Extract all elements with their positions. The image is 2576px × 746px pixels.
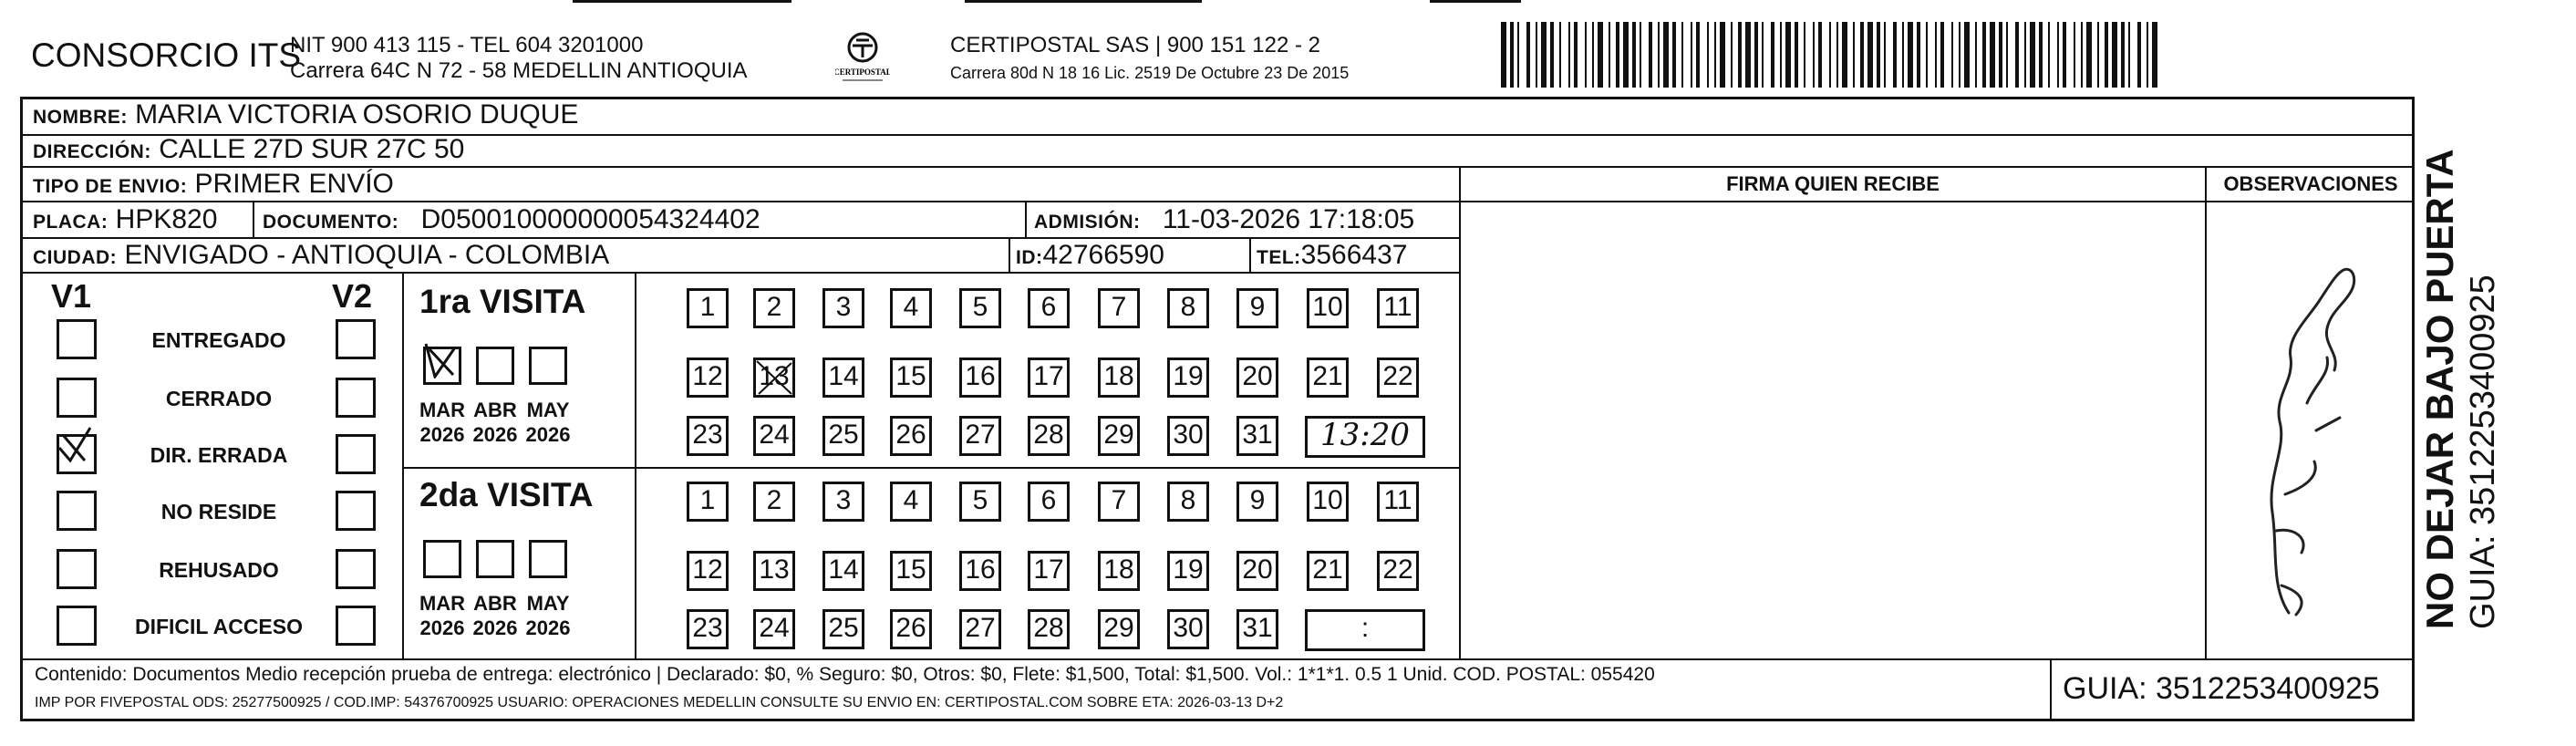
tipo-envio-label: TIPO DE ENVIO: — [33, 176, 188, 197]
day-box[interactable]: 3 — [822, 288, 864, 328]
v1-checkbox[interactable] — [57, 319, 97, 359]
status-label: CERRADO — [165, 387, 273, 410]
v1-label: V1 — [51, 277, 92, 315]
nombre-label: NOMBRE: — [33, 107, 128, 128]
month-checkbox[interactable] — [423, 540, 461, 578]
day-box[interactable]: 7 — [1098, 482, 1140, 522]
day-box[interactable]: 28 — [1028, 609, 1070, 649]
sender-nit: NIT 900 413 115 - TEL 604 3201000 — [290, 33, 644, 57]
day-box[interactable]: 3 — [822, 482, 864, 522]
month-label: MAY 2026 — [525, 399, 571, 446]
v2-checkbox[interactable] — [336, 549, 376, 589]
day-box[interactable]: 19 — [1167, 357, 1209, 398]
sender-address: Carrera 64C N 72 - 58 MEDELLIN ANTIOQUIA — [290, 58, 748, 83]
day-box[interactable]: 21 — [1307, 357, 1349, 398]
day-box[interactable]: 26 — [890, 416, 932, 456]
day-box[interactable]: 11 — [1377, 482, 1419, 522]
v1-checkbox[interactable] — [57, 434, 97, 474]
month-label: MAR 2026 — [419, 592, 466, 639]
day-box[interactable]: 22 — [1377, 357, 1419, 398]
ciudad-value: ENVIGADO - ANTIOQUIA - COLOMBIA — [124, 240, 610, 270]
certipostal-logo — [835, 29, 890, 86]
barcode — [1501, 22, 2157, 88]
brand-name: CONSORCIO ITS — [31, 36, 302, 74]
day-box[interactable]: 10 — [1307, 288, 1349, 328]
placa-value: HPK820 — [115, 204, 218, 234]
v1-checkbox[interactable] — [57, 491, 97, 531]
day-box[interactable]: 19 — [1167, 551, 1209, 591]
day-box[interactable]: 20 — [1236, 357, 1278, 398]
footer-print-info: IMP POR FIVEPOSTAL ODS: 25277500925 / COD.IMP: 54376700925 USUARIO: OPERACIONES MEDELLIN CONSULTE SU ENVIO EN: CERTIPOSTAL.COM SOBRE ETA: 2026-03-13 D+2 — [35, 695, 1284, 710]
observaciones-header: OBSERVACIONES — [2223, 172, 2398, 195]
footer-contents: Contenido: Documentos Medio recepción prueba de entrega: electrónico | Declarado: $0, % Seguro: $0, Otros: $0, Flete: $1,500, Total: $1,500. Vol.: 1*1*1. 0.5 1 Unid. COD. POSTAL: 055420 — [35, 664, 1655, 685]
recipient-signature — [2207, 202, 2413, 657]
tipo-envio-field — [33, 168, 394, 203]
month-label: MAY 2026 — [525, 592, 571, 639]
visit2-title: 2da VISITA — [419, 476, 594, 513]
direccion-label: DIRECCIÓN: — [33, 141, 151, 162]
day-box[interactable]: 29 — [1098, 416, 1140, 456]
day-box[interactable]: 6 — [1028, 288, 1070, 328]
placa-field — [33, 203, 217, 239]
v2-checkbox[interactable] — [336, 319, 376, 359]
day-box[interactable]: 4 — [890, 288, 932, 328]
placa-label: PLACA: — [33, 212, 109, 233]
direccion-value: CALLE 27D SUR 27C 50 — [159, 134, 465, 164]
day-box[interactable]: 1 — [687, 482, 729, 522]
status-label: NO RESIDE — [160, 500, 277, 523]
day-box[interactable]: 16 — [959, 551, 1001, 591]
top-rule — [1430, 0, 1521, 3]
day-box[interactable]: 28 — [1028, 416, 1070, 456]
id-value: 42766590 — [1042, 240, 1164, 270]
day-box[interactable]: 8 — [1167, 482, 1209, 522]
month-checkbox[interactable] — [529, 347, 567, 385]
v2-checkbox[interactable] — [336, 606, 376, 646]
day-box[interactable]: 12 — [687, 357, 729, 398]
direccion-field — [33, 133, 464, 169]
svg-text:CERTIPOSTAL: CERTIPOSTAL — [835, 67, 890, 77]
day-box[interactable]: 25 — [822, 609, 864, 649]
day-box[interactable]: 2 — [753, 482, 795, 522]
month-label: MAR 2026 — [419, 399, 466, 446]
side-guia: GUIA: 3512253400925 — [2464, 275, 2502, 629]
day-box[interactable]: 21 — [1307, 551, 1349, 591]
day-box[interactable]: 24 — [753, 609, 795, 649]
day-box[interactable]: 2 — [753, 288, 795, 328]
day-box[interactable]: 24 — [753, 416, 795, 456]
admision-field — [1034, 203, 1414, 239]
side-notice: NO DEJAR BAJO PUERTA — [2418, 149, 2461, 629]
month-checkbox[interactable] — [529, 540, 567, 578]
day-box[interactable]: 11 — [1377, 288, 1419, 328]
day-box[interactable]: 15 — [890, 357, 932, 398]
admision-label: ADMISIÓN: — [1034, 212, 1141, 233]
day-box[interactable]: 25 — [822, 416, 864, 456]
status-label: ENTREGADO — [151, 328, 286, 352]
tel-field — [1257, 239, 1407, 275]
day-box[interactable]: 23 — [687, 609, 729, 649]
nombre-field — [33, 98, 578, 134]
month-label: ABR 2026 — [472, 592, 518, 639]
day-box[interactable]: 27 — [959, 416, 1001, 456]
carrier-address: Carrera 80d N 18 16 Lic. 2519 De Octubre 23 De 2015 — [950, 64, 1350, 82]
day-box[interactable]: 15 — [890, 551, 932, 591]
carrier-name: CERTIPOSTAL SAS | 900 151 122 - 2 — [950, 33, 1320, 57]
time-box[interactable]: : — [1305, 609, 1425, 651]
month-label: ABR 2026 — [472, 399, 518, 446]
day-box[interactable]: 9 — [1236, 288, 1278, 328]
day-box[interactable]: 1 — [687, 288, 729, 328]
v1-checkbox[interactable] — [57, 606, 97, 646]
day-box[interactable]: 17 — [1028, 551, 1070, 591]
day-box[interactable]: 17 — [1028, 357, 1070, 398]
day-box[interactable]: 23 — [687, 416, 729, 456]
v2-checkbox[interactable] — [336, 491, 376, 531]
day-box[interactable]: 7 — [1098, 288, 1140, 328]
day-box[interactable]: 8 — [1167, 288, 1209, 328]
day-box[interactable]: 13 — [753, 357, 795, 398]
day-box[interactable]: 10 — [1307, 482, 1349, 522]
admision-value: 11-03-2026 17:18:05 — [1162, 204, 1415, 234]
visit1-title: 1ra VISITA — [419, 283, 586, 320]
v1-checkbox[interactable] — [57, 378, 97, 418]
documento-label: DOCUMENTO: — [263, 212, 399, 233]
day-box[interactable]: 6 — [1028, 482, 1070, 522]
ciudad-label: CIUDAD: — [33, 247, 118, 268]
day-box[interactable]: 20 — [1236, 551, 1278, 591]
v2-checkbox[interactable] — [336, 434, 376, 474]
time-box[interactable]: 13:20 — [1305, 416, 1425, 458]
v1-checkbox[interactable] — [57, 549, 97, 589]
day-box[interactable]: 5 — [959, 482, 1001, 522]
day-box[interactable]: 27 — [959, 609, 1001, 649]
day-box[interactable]: 18 — [1098, 357, 1140, 398]
id-field — [1016, 239, 1164, 275]
month-checkbox[interactable] — [423, 347, 461, 385]
id-label: ID: — [1016, 247, 1043, 268]
status-label: DIFICIL ACCESO — [134, 615, 303, 638]
day-box[interactable]: 18 — [1098, 551, 1140, 591]
day-box[interactable]: 9 — [1236, 482, 1278, 522]
documento-field — [263, 203, 760, 239]
day-box[interactable]: 22 — [1377, 551, 1419, 591]
day-box[interactable]: 14 — [822, 551, 864, 591]
firma-header: FIRMA QUIEN RECIBE — [1726, 172, 1940, 195]
day-box[interactable]: 31 — [1236, 609, 1278, 649]
month-checkbox[interactable] — [476, 347, 514, 385]
v2-label: V2 — [332, 277, 373, 315]
tipo-envio-value: PRIMER ENVÍO — [194, 169, 394, 199]
v2-checkbox[interactable] — [336, 378, 376, 418]
tel-label: TEL: — [1257, 247, 1301, 268]
nombre-value: MARIA VICTORIA OSORIO DUQUE — [135, 99, 579, 130]
day-box[interactable]: 31 — [1236, 416, 1278, 456]
day-box[interactable]: 30 — [1167, 609, 1209, 649]
day-box[interactable]: 29 — [1098, 609, 1140, 649]
ciudad-field — [33, 239, 609, 275]
status-label: DIR. ERRADA — [150, 443, 288, 467]
footer-guia: GUIA: 3512253400925 — [2063, 671, 2380, 706]
tel-value: 3566437 — [1300, 240, 1408, 270]
top-rule — [965, 0, 1202, 3]
day-box[interactable]: 5 — [959, 288, 1001, 328]
day-box[interactable]: 4 — [890, 482, 932, 522]
day-box[interactable]: 14 — [822, 357, 864, 398]
day-box[interactable]: 16 — [959, 357, 1001, 398]
day-box[interactable]: 13 — [753, 551, 795, 591]
day-box[interactable]: 12 — [687, 551, 729, 591]
status-label: REHUSADO — [159, 558, 279, 582]
day-box[interactable]: 30 — [1167, 416, 1209, 456]
documento-value: D050010000000054324402 — [420, 204, 760, 234]
top-rule — [573, 0, 791, 3]
day-box[interactable]: 26 — [890, 609, 932, 649]
month-checkbox[interactable] — [476, 540, 514, 578]
